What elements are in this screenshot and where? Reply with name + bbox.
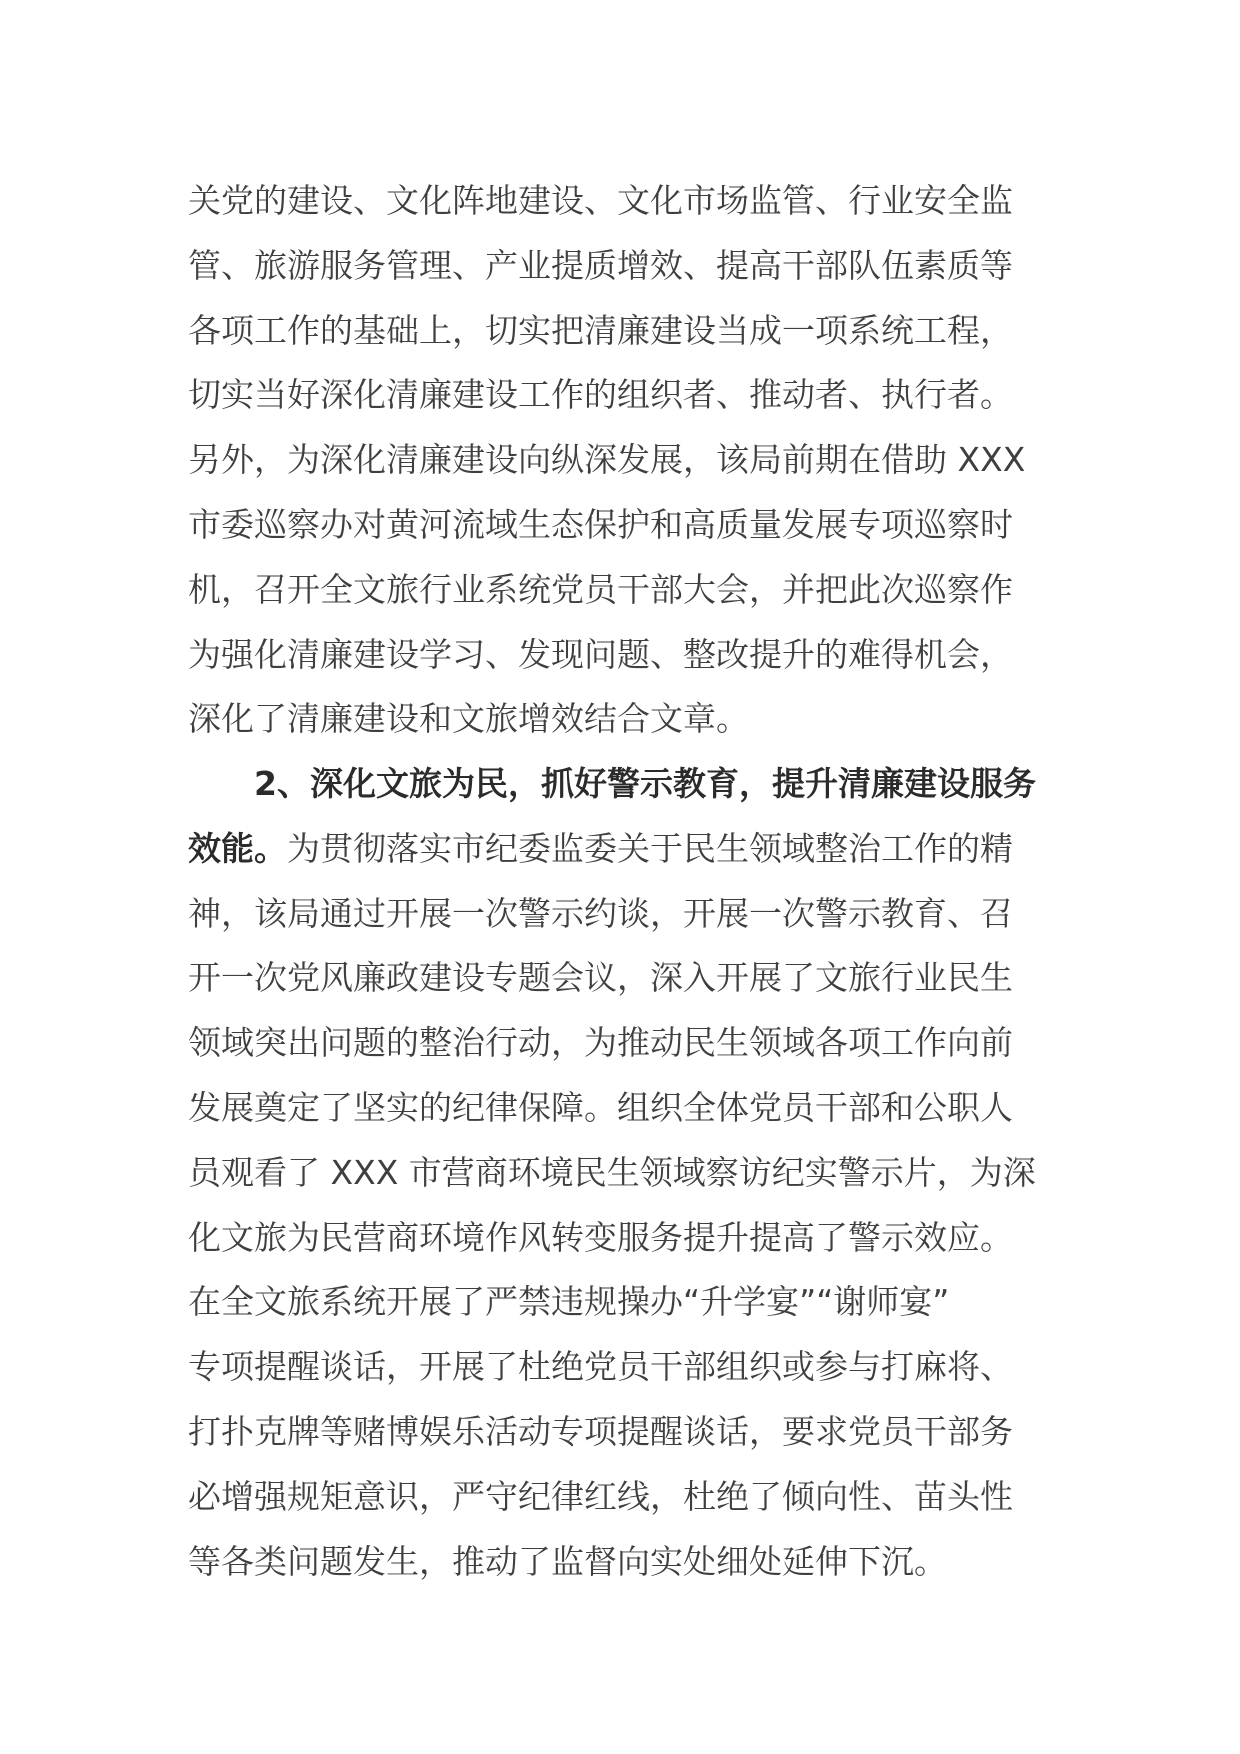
- paragraph-line: 市委巡察办对黄河流域生态保护和高质量发展专项巡察时: [188, 504, 1013, 544]
- paragraph-line: 神，该局通过开展一次警示约谈，开展一次警示教育、召: [188, 893, 1013, 933]
- paragraph-2: [188, 752, 1055, 1594]
- paragraph-line: 为强化清廉建设学习、发现问题、整改提升的难得机会，: [188, 634, 1013, 674]
- paragraph-1: [188, 169, 1055, 752]
- paragraph-line: 打扑克牌等赌博娱乐活动专项提醒谈话，要求党员干部务: [188, 1411, 1013, 1451]
- paragraph-line: 关党的建设、文化阵地建设、文化市场监管、行业安全监: [188, 181, 1013, 220]
- paragraph-line: 发展奠定了坚实的纪律保障。组织全体党员干部和公职人: [188, 1087, 1013, 1127]
- paragraph-line: 管、旅游服务管理、产业提质增效、提高干部队伍素质等: [188, 245, 1013, 285]
- paragraph-line: 必增强规矩意识，严守纪律红线，杜绝了倾向性、苗头性: [188, 1476, 1013, 1516]
- paragraph-line: 另外，为深化清廉建设向纵深发展，该局前期在借助 XXX: [188, 440, 1026, 480]
- paragraph-line: 切实当好深化清廉建设工作的组织者、推动者、执行者。: [188, 375, 1013, 415]
- paragraph-line: 等各类问题发生，推动了监督向实处细处延伸下沉。: [188, 1541, 947, 1581]
- paragraph-line: 在全文旅系统开展了严禁违规操办“升学宴”“谢师宴”: [188, 1282, 950, 1322]
- paragraph-line: 各项工作的基础上，切实把清廉建设当成一项系统工程，: [188, 310, 1013, 350]
- section-heading: 2、深化文旅为民，抓好警示教育，提升清廉建设服务: [254, 764, 1036, 803]
- paragraph-line: 开一次党风廉政建设专题会议，深入开展了文旅行业民生: [188, 958, 1013, 998]
- paragraph-text: 为贯彻落实市纪委监委关于民生领域整治工作的精: [287, 828, 1013, 868]
- section-heading-end: 效能。: [188, 828, 287, 868]
- paragraph-line: 专项提醒谈话，开展了杜绝党员干部组织或参与打麻将、: [188, 1347, 1013, 1387]
- paragraph-line: 员观看了 XXX 市营商环境民生领域察访纪实警示片，为深: [188, 1152, 1036, 1192]
- paragraph-line: 深化了清廉建设和文旅增效结合文章。: [188, 699, 749, 739]
- paragraph-line: 领域突出问题的整治行动，为推动民生领域各项工作向前: [188, 1023, 1013, 1063]
- paragraph-line: 化文旅为民营商环境作风转变服务提升提高了警示效应。: [188, 1217, 1013, 1257]
- paragraph-line: [188, 817, 1055, 882]
- paragraph-line: 机，召开全文旅行业系统党员干部大会，并把此次巡察作: [188, 569, 1013, 609]
